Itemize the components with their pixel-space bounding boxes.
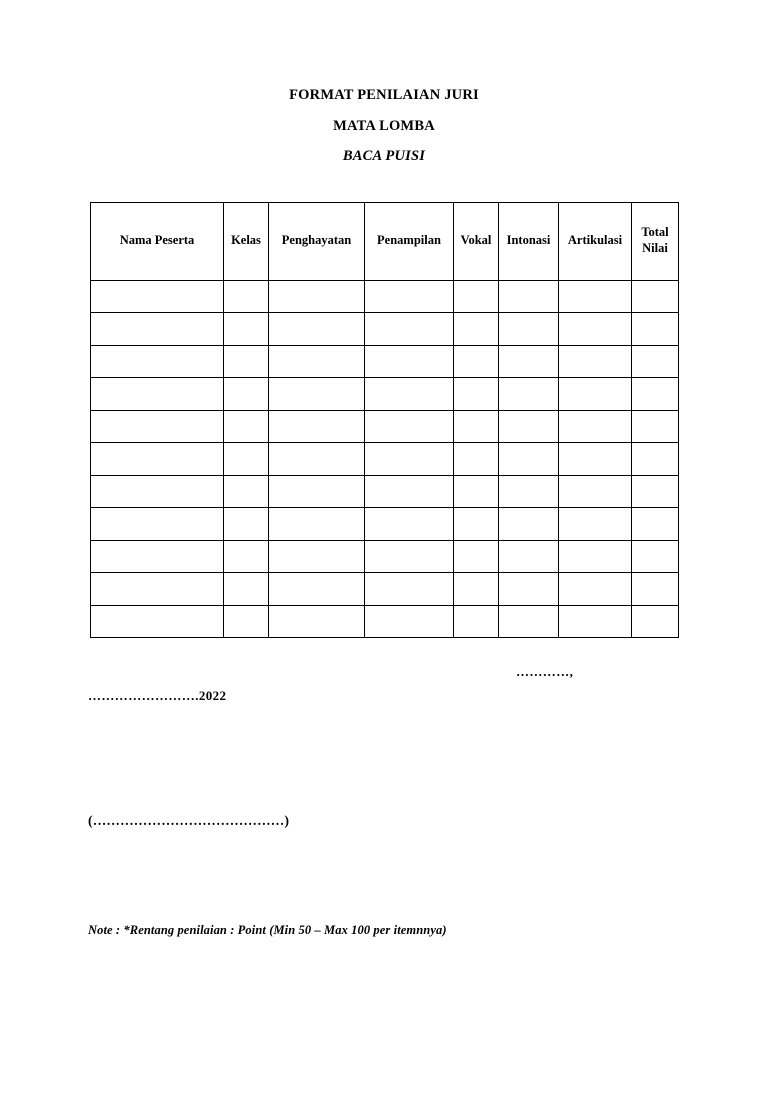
cell-penampilan[interactable] (365, 475, 454, 508)
cell-intonasi[interactable] (499, 605, 559, 638)
cell-total-nilai[interactable] (632, 410, 679, 443)
cell-total-nilai[interactable] (632, 573, 679, 606)
cell-kelas[interactable] (224, 540, 269, 573)
cell-artikulasi[interactable] (559, 605, 632, 638)
cell-nama-peserta[interactable] (91, 313, 224, 346)
cell-penampilan[interactable] (365, 443, 454, 476)
cell-penghayatan[interactable] (269, 605, 365, 638)
cell-total-nilai[interactable] (632, 443, 679, 476)
cell-total-nilai[interactable] (632, 345, 679, 378)
table-row (91, 540, 679, 573)
cell-nama-peserta[interactable] (91, 573, 224, 606)
column-header-intonasi: Intonasi (499, 202, 559, 280)
column-header-kelas: Kelas (224, 202, 269, 280)
cell-intonasi[interactable] (499, 345, 559, 378)
cell-kelas[interactable] (224, 605, 269, 638)
cell-artikulasi[interactable] (559, 508, 632, 541)
note-text: Note : *Rentang penilaian : Point (Min 50 – Max 100 per itemnnya) (88, 923, 447, 937)
score-table (90, 202, 679, 639)
document-competition-name: BACA PUISI (342, 148, 426, 164)
table-row (91, 378, 679, 411)
cell-nama-peserta[interactable] (91, 605, 224, 638)
table-row (91, 508, 679, 541)
table-row (91, 345, 679, 378)
cell-penampilan[interactable] (365, 573, 454, 606)
cell-penghayatan[interactable] (269, 540, 365, 573)
cell-artikulasi[interactable] (559, 475, 632, 508)
cell-total-nilai[interactable] (632, 313, 679, 346)
place-placeholder: …………, (516, 664, 574, 679)
cell-penampilan[interactable] (365, 378, 454, 411)
table-row (91, 475, 679, 508)
cell-artikulasi[interactable] (559, 443, 632, 476)
table-row (91, 280, 679, 313)
cell-total-nilai[interactable] (632, 605, 679, 638)
document-subtitle: MATA LOMBA (333, 117, 435, 134)
score-table-head (91, 202, 679, 280)
cell-vokal[interactable] (454, 410, 499, 443)
cell-artikulasi[interactable] (559, 378, 632, 411)
cell-penampilan[interactable] (365, 540, 454, 573)
cell-vokal[interactable] (454, 475, 499, 508)
column-header-artikulasi: Artikulasi (559, 202, 632, 280)
table-row (91, 605, 679, 638)
cell-nama-peserta[interactable] (91, 443, 224, 476)
cell-total-nilai[interactable] (632, 280, 679, 313)
column-header-penghayatan: Penghayatan (269, 202, 365, 280)
cell-vokal[interactable] (454, 378, 499, 411)
cell-penghayatan[interactable] (269, 345, 365, 378)
cell-intonasi[interactable] (499, 280, 559, 313)
column-header-vokal: Vokal (454, 202, 499, 280)
cell-artikulasi[interactable] (559, 280, 632, 313)
date-placeholder: …………………….2022 (88, 688, 227, 703)
cell-penghayatan[interactable] (269, 280, 365, 313)
cell-kelas[interactable] (224, 378, 269, 411)
cell-kelas[interactable] (224, 508, 269, 541)
table-header-row (91, 202, 679, 280)
cell-vokal[interactable] (454, 443, 499, 476)
cell-vokal[interactable] (454, 508, 499, 541)
cell-penampilan[interactable] (365, 345, 454, 378)
cell-nama-peserta[interactable] (91, 475, 224, 508)
cell-penampilan[interactable] (365, 313, 454, 346)
cell-penghayatan[interactable] (269, 378, 365, 411)
cell-artikulasi[interactable] (559, 540, 632, 573)
cell-intonasi[interactable] (499, 313, 559, 346)
cell-intonasi[interactable] (499, 508, 559, 541)
cell-penghayatan[interactable] (269, 508, 365, 541)
cell-penghayatan[interactable] (269, 573, 365, 606)
cell-intonasi[interactable] (499, 443, 559, 476)
cell-vokal[interactable] (454, 540, 499, 573)
cell-intonasi[interactable] (499, 475, 559, 508)
cell-nama-peserta[interactable] (91, 540, 224, 573)
cell-kelas[interactable] (224, 410, 269, 443)
cell-kelas[interactable] (224, 345, 269, 378)
cell-vokal[interactable] (454, 345, 499, 378)
document-page (0, 88, 768, 1112)
cell-intonasi[interactable] (499, 540, 559, 573)
cell-total-nilai[interactable] (632, 540, 679, 573)
cell-penghayatan[interactable] (269, 410, 365, 443)
cell-nama-peserta[interactable] (91, 410, 224, 443)
cell-kelas[interactable] (224, 280, 269, 313)
cell-intonasi[interactable] (499, 573, 559, 606)
cell-penampilan[interactable] (365, 508, 454, 541)
cell-artikulasi[interactable] (559, 573, 632, 606)
cell-penghayatan[interactable] (269, 443, 365, 476)
signature-name-placeholder: (……………………………………) (88, 813, 290, 828)
cell-penghayatan[interactable] (269, 475, 365, 508)
document-titles (0, 88, 768, 164)
table-row (91, 443, 679, 476)
document-title: FORMAT PENILAIAN JURI (289, 87, 479, 103)
cell-penampilan[interactable] (365, 410, 454, 443)
cell-kelas[interactable] (224, 443, 269, 476)
cell-penghayatan[interactable] (269, 313, 365, 346)
table-row (91, 410, 679, 443)
cell-kelas[interactable] (224, 313, 269, 346)
cell-intonasi[interactable] (499, 378, 559, 411)
cell-artikulasi[interactable] (559, 313, 632, 346)
cell-intonasi[interactable] (499, 410, 559, 443)
cell-vokal[interactable] (454, 573, 499, 606)
table-row (91, 313, 679, 346)
cell-penampilan[interactable] (365, 280, 454, 313)
cell-artikulasi[interactable] (559, 345, 632, 378)
cell-nama-peserta[interactable] (91, 345, 224, 378)
score-table-body (91, 280, 679, 638)
cell-kelas[interactable] (224, 475, 269, 508)
column-header-penampilan: Penampilan (365, 202, 454, 280)
cell-kelas[interactable] (224, 573, 269, 606)
cell-total-nilai[interactable] (632, 475, 679, 508)
signature-area (0, 658, 768, 937)
cell-vokal[interactable] (454, 313, 499, 346)
cell-total-nilai[interactable] (632, 378, 679, 411)
column-header-total-nilai: Total Nilai (632, 202, 679, 280)
score-table-wrapper (90, 202, 678, 639)
cell-penampilan[interactable] (365, 605, 454, 638)
cell-nama-peserta[interactable] (91, 378, 224, 411)
cell-nama-peserta[interactable] (91, 280, 224, 313)
cell-nama-peserta[interactable] (91, 508, 224, 541)
column-header-nama-peserta: Nama Peserta (91, 202, 224, 280)
cell-total-nilai[interactable] (632, 508, 679, 541)
cell-vokal[interactable] (454, 605, 499, 638)
cell-artikulasi[interactable] (559, 410, 632, 443)
cell-vokal[interactable] (454, 280, 499, 313)
table-row (91, 573, 679, 606)
